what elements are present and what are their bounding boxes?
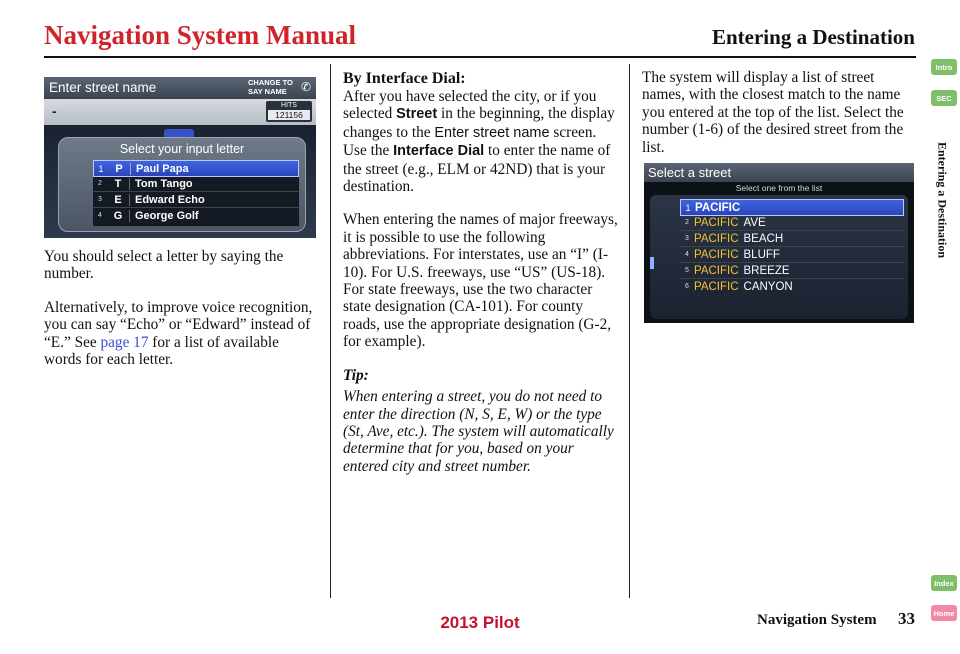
input-value: - (52, 103, 57, 119)
select-a-street-screenshot (644, 163, 914, 323)
paragraph-alternative: Alternatively, to improve voice recognition, you can say “Echo” or “Edward” instead of “E.” See page 17 for a list of available words for each letter. (44, 298, 313, 369)
paragraph-select-letter: You should select a letter by saying the number. (44, 248, 284, 283)
column-1 (44, 248, 318, 384)
index-button[interactable]: Index (931, 575, 957, 591)
popup-title: Select your input letter (119, 142, 245, 156)
street-row: 1 PACIFIC (680, 199, 904, 216)
column-divider-1 (330, 64, 331, 598)
letter-row: 3 E Edward Echo (93, 192, 299, 208)
side-section-label: Entering a Destination (935, 141, 950, 259)
scroll-indicator (650, 257, 654, 269)
screen-header-bar (44, 77, 316, 99)
letter-row: 4 G George Golf (98, 209, 199, 222)
page-17-link[interactable]: page 17 (100, 333, 149, 351)
screen-title: Select a street (648, 165, 732, 180)
street-list (680, 199, 904, 297)
letter-list (93, 160, 299, 226)
screen-subtitle: Select one from the list (735, 183, 823, 193)
change-to-say-name-label: CHANGE TO SAY NAME (248, 78, 293, 96)
tip-label: Tip: (343, 366, 369, 384)
intro-button[interactable]: Intro (931, 59, 957, 75)
tip-text: When entering a street, you do not need to enter the direction (N, S, E, W) or the type (St, Ave, etc.). The system will automatically determine that for you, based on your entered city and street number. (343, 388, 614, 475)
footer-label: Navigation System (757, 612, 877, 628)
paragraph-freeways: When entering the names of major freeways, it is possible to use the following abbreviations. For interstates, use an “I” (I-10). For U.S. freeways, use “US” (US-18). For state freeways, use the two character state designation (CA-101). For county roads, use the appropriate designation (G-2, for example). (343, 211, 618, 351)
column-divider-2 (629, 64, 630, 598)
header-rule (44, 56, 916, 58)
street-row: 3 PACIFIC BEACH (680, 231, 904, 247)
letter-popup (58, 137, 306, 232)
home-button[interactable]: Home (931, 605, 957, 621)
column-2 (343, 69, 618, 491)
hits-box: HITS 121156 (266, 101, 312, 122)
letter-row: 1 P Paul Papa (93, 160, 299, 177)
street-row: 2 PACIFIC AVE (680, 215, 904, 231)
section-title: Entering a Destination (711, 25, 915, 49)
doc-title: Navigation System Manual (44, 20, 357, 50)
paragraph-interface-dial: After you have selected the city, or if you selected Street in the beginning, the display changes to the Enter street name screen. Use the Interface Dial to enter the name of the street (e.g., ELM or 42ND) that is your destination. (343, 88, 615, 196)
sec-button[interactable]: SEC (931, 90, 957, 106)
street-row: 5 PACIFIC BREEZE (680, 263, 904, 279)
voice-icon: ✆ (301, 80, 312, 94)
street-row: 6 PACIFIC CANYON (685, 280, 793, 293)
street-row: 4 PACIFIC BLUFF (680, 247, 904, 263)
enter-street-name-screenshot (44, 77, 316, 238)
screen-header-bar (644, 163, 914, 182)
interface-dial-heading: By Interface Dial: (343, 70, 466, 87)
screen-title: Enter street name (49, 80, 157, 95)
watermark: 2013 Pilot (440, 613, 520, 632)
column-3 (642, 69, 914, 172)
page-number: 33 (898, 609, 915, 628)
input-area (44, 99, 316, 125)
paragraph-street-list: The system will display a list of street names, with the closest match to the name you entered at the top of the list. Select the number (1-6) of the desired street from the list. (642, 69, 904, 156)
letter-row: 2 T Tom Tango (93, 176, 299, 192)
